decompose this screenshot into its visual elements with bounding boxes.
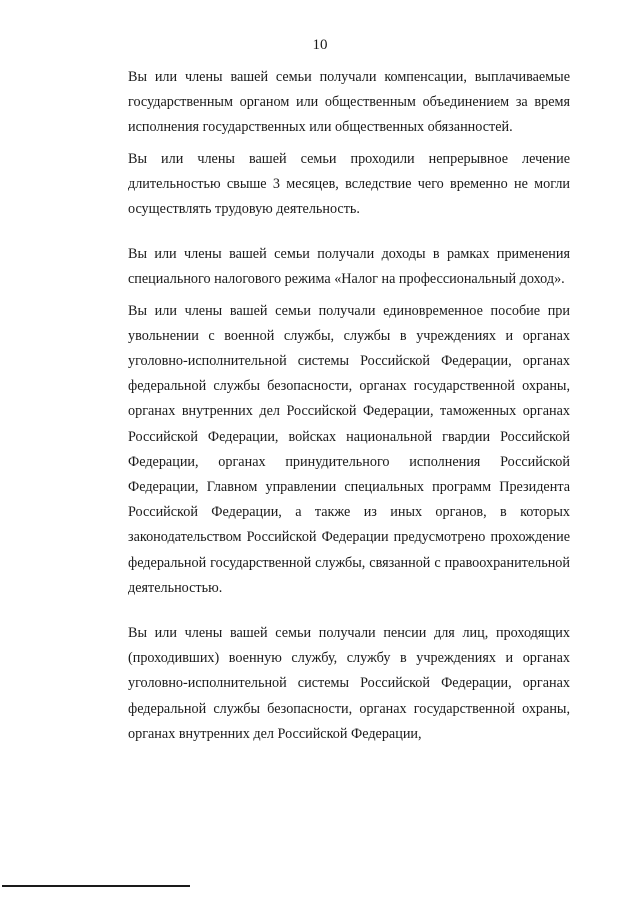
page-number: 10: [312, 37, 328, 53]
footnote-divider: [2, 885, 190, 887]
paragraph-compensation: Вы или члены вашей семьи получали компенсации, выплачиваемые государственным органом или общественным объединением за время исполнения государственных или общественных обязанностей.: [128, 69, 570, 136]
paragraph-service-pensions: Вы или члены вашей семьи получали пенсии для лиц, проходящих (проходивших) военную службу, службу в учреждениях и органах уголовно-исполнительной системы Российской Федерации, органах федеральной службы безопасности, органах государственной охраны, органах внутренних дел Российской Федерации,: [128, 625, 570, 742]
paragraph-severance-allowance: Вы или члены вашей семьи получали единовременное пособие при увольнении с военной службы, службы в учреждениях и органах уголовно-исполнительной системы Российской Федерации, органах федеральной службы безопасности, органах государственной охраны, органах внутренних дел Российской Федерации, таможенных органах Российской Федерации, войсках национальной гвардии Российской Федерации, органах принудительного исполнения Российской Федерации, Главном управлении специальных программ Президента Российской Федерации, а также из иных органов, в которых законодательством Российской Федерации предусмотрено прохождение федеральной государственной службы, связанной с правоохранительной деятельностью.: [128, 302, 570, 596]
paragraph-professional-income-tax: Вы или члены вашей семьи получали доходы в рамках применения специального налогового режима «Налог на профессиональный доход».: [128, 246, 570, 288]
paragraph-medical-treatment: Вы или члены вашей семьи проходили непрерывное лечение длительностью свыше 3 месяцев, вследствие чего временно не могли осуществлять трудовую деятельность.: [128, 150, 570, 218]
body-text: [128, 65, 570, 747]
